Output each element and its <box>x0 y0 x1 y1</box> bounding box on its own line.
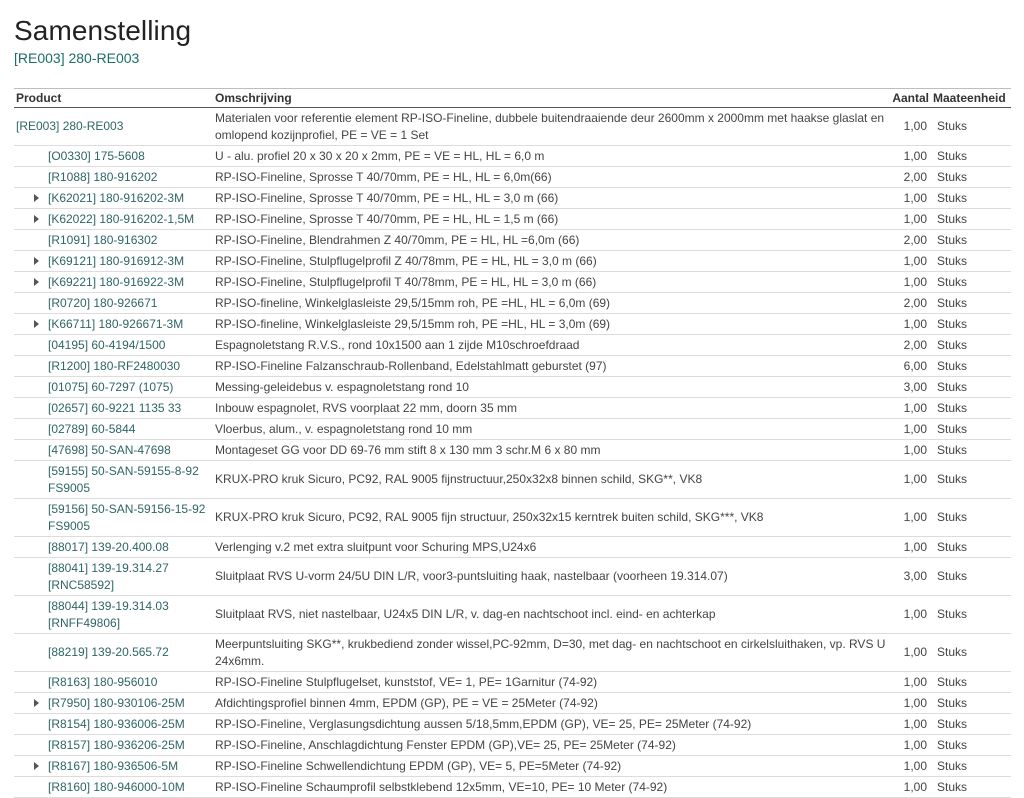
cell-product <box>14 735 213 756</box>
product-cell-content <box>48 316 211 333</box>
table-row[interactable] <box>14 419 1011 440</box>
table-row[interactable] <box>14 714 1011 735</box>
cell-product <box>14 293 213 314</box>
cell-maateenheid: Stuks <box>931 272 1011 293</box>
table-body <box>14 108 1011 798</box>
product-code: [R8160] 180-946000-10M <box>48 779 185 794</box>
cell-maateenheid: Stuks <box>931 146 1011 167</box>
cell-aantal: 1,00 <box>889 672 931 693</box>
table-row[interactable] <box>14 756 1011 777</box>
table-row[interactable] <box>14 693 1011 714</box>
cell-maateenheid: Stuks <box>931 596 1011 634</box>
product-code: [04195] 60-4194/1500 <box>48 337 166 352</box>
cell-product <box>14 167 213 188</box>
product-cell-content <box>48 190 211 207</box>
product-code: [R8154] 180-936006-25M <box>48 716 185 731</box>
table-row[interactable] <box>14 634 1011 672</box>
cell-aantal: 1,00 <box>889 272 931 293</box>
cell-product <box>14 714 213 735</box>
cell-maateenheid: Stuks <box>931 108 1011 146</box>
product-cell-content <box>48 358 211 375</box>
cell-product <box>14 558 213 596</box>
cell-omschrijving: Afdichtingsprofiel binnen 4mm, EPDM (GP), PE = VE = 25Meter (74-92) <box>213 693 889 714</box>
product-code: [02789] 60-5844 <box>48 421 136 436</box>
cell-aantal: 2,00 <box>889 335 931 356</box>
product-code: [01075] 60-7297 (1075) <box>48 379 174 394</box>
cell-omschrijving: Meerpuntsluiting SKG**, krukbediend zonder wissel,PC-92mm, D=30, met dag- en nachtschoot en cirkelsluithaken, vp. RVS U 24x6mm. <box>213 634 889 672</box>
product-code: [59156] 50-SAN-59156-15-92 FS9005 <box>48 501 206 533</box>
cell-product <box>14 461 213 499</box>
table-row[interactable] <box>14 735 1011 756</box>
page-subtitle: [RE003] 280-RE003 <box>14 50 140 66</box>
expand-caret-icon[interactable] <box>34 257 39 265</box>
cell-product <box>14 251 213 272</box>
product-code: [47698] 50-SAN-47698 <box>48 442 171 457</box>
cell-omschrijving: KRUX-PRO kruk Sicuro, PC92, RAL 9005 fijn structuur, 250x32x15 kerntrek buiten schild, SKG***, VK8 <box>213 499 889 537</box>
table-row[interactable] <box>14 230 1011 251</box>
product-cell-content <box>48 539 211 556</box>
expand-caret-icon[interactable] <box>34 278 39 286</box>
table-row[interactable] <box>14 398 1011 419</box>
product-code: [R8157] 180-936206-25M <box>48 737 185 752</box>
product-code: [K69221] 180-916922-3M <box>48 274 185 289</box>
expand-caret-icon[interactable] <box>34 699 39 707</box>
expand-caret-icon[interactable] <box>34 215 39 223</box>
cell-omschrijving: RP-ISO-Fineline Schaumprofil selbstklebend 12x5mm, VE=10, PE= 10 Meter (74-92) <box>213 777 889 798</box>
cell-product <box>14 209 213 230</box>
expand-caret-icon[interactable] <box>34 194 39 202</box>
cell-omschrijving: RP-ISO-Fineline, Stulpflugelprofil T 40/78mm, PE = HL, HL = 3,0 m (66) <box>213 272 889 293</box>
product-cell-content <box>48 758 211 775</box>
product-cell-content <box>48 644 211 661</box>
cell-maateenheid: Stuks <box>931 398 1011 419</box>
cell-maateenheid: Stuks <box>931 230 1011 251</box>
cell-aantal: 2,00 <box>889 167 931 188</box>
product-cell-content <box>48 253 211 270</box>
cell-product <box>14 596 213 634</box>
cell-product <box>14 314 213 335</box>
cell-maateenheid: Stuks <box>931 188 1011 209</box>
cell-maateenheid: Stuks <box>931 167 1011 188</box>
cell-aantal: 1,00 <box>889 499 931 537</box>
product-cell-content <box>48 274 211 291</box>
table-row[interactable] <box>14 314 1011 335</box>
product-code: [R1088] 180-916202 <box>48 169 158 184</box>
table-row[interactable] <box>14 251 1011 272</box>
cell-omschrijving: Montageset GG voor DD 69-76 mm stift 8 x 130 mm 3 schr.M 6 x 80 mm <box>213 440 889 461</box>
product-cell-content <box>48 442 211 459</box>
cell-aantal: 1,00 <box>889 537 931 558</box>
product-cell-content <box>48 295 211 312</box>
cell-maateenheid: Stuks <box>931 634 1011 672</box>
cell-aantal: 6,00 <box>889 356 931 377</box>
cell-product <box>14 777 213 798</box>
cell-aantal: 1,00 <box>889 251 931 272</box>
product-code: [88017] 139-20.400.08 <box>48 539 169 554</box>
cell-aantal: 1,00 <box>889 146 931 167</box>
cell-product <box>14 230 213 251</box>
cell-aantal: 1,00 <box>889 440 931 461</box>
product-code: [RE003] 280-RE003 <box>16 119 124 133</box>
cell-omschrijving: Messing-geleidebus v. espagnoletstang rond 10 <box>213 377 889 398</box>
product-cell-content <box>48 560 211 594</box>
product-code: [K62022] 180-916202-1,5M <box>48 211 195 226</box>
cell-omschrijving: Inbouw espagnolet, RVS voorplaat 22 mm, doorn 35 mm <box>213 398 889 419</box>
product-cell-content <box>48 716 211 733</box>
cell-maateenheid: Stuks <box>931 419 1011 440</box>
product-cell-content <box>16 118 211 135</box>
cell-maateenheid: Stuks <box>931 356 1011 377</box>
cell-maateenheid: Stuks <box>931 693 1011 714</box>
table-row[interactable] <box>14 272 1011 293</box>
cell-omschrijving: RP-ISO-Fineline, Sprosse T 40/70mm, PE = HL, HL = 1,5 m (66) <box>213 209 889 230</box>
cell-maateenheid: Stuks <box>931 293 1011 314</box>
cell-maateenheid: Stuks <box>931 672 1011 693</box>
cell-product <box>14 499 213 537</box>
table-row[interactable] <box>14 356 1011 377</box>
product-cell-content <box>48 337 211 354</box>
cell-maateenheid: Stuks <box>931 537 1011 558</box>
cell-maateenheid: Stuks <box>931 714 1011 735</box>
product-cell-content <box>48 695 211 712</box>
cell-product <box>14 377 213 398</box>
cell-aantal: 2,00 <box>889 230 931 251</box>
product-code: [88044] 139-19.314.03 [RNFF49806] <box>48 598 169 630</box>
table-row[interactable] <box>14 537 1011 558</box>
cell-omschrijving: Sluitplaat RVS, niet nastelbaar, U24x5 DIN L/R, v. dag-en nachtschoot incl. eind- en achterkap <box>213 596 889 634</box>
product-code: [K66711] 180-926671-3M <box>48 316 184 331</box>
cell-aantal: 1,00 <box>889 596 931 634</box>
product-code: [02657] 60-9221 1135 33 <box>48 400 182 415</box>
cell-aantal: 3,00 <box>889 558 931 596</box>
cell-omschrijving: RP-ISO-Fineline, Sprosse T 40/70mm, PE = HL, HL = 6,0m(66) <box>213 167 889 188</box>
cell-omschrijving: RP-ISO-Fineline Schwellendichtung EPDM (GP), VE= 5, PE=5Meter (74-92) <box>213 756 889 777</box>
cell-product <box>14 398 213 419</box>
cell-aantal: 1,00 <box>889 461 931 499</box>
product-code: [R1200] 180-RF2480030 <box>48 358 181 373</box>
cell-product <box>14 440 213 461</box>
product-cell-content <box>48 737 211 754</box>
table-row[interactable] <box>14 596 1011 634</box>
cell-aantal: 1,00 <box>889 398 931 419</box>
table-row[interactable] <box>14 293 1011 314</box>
cell-product <box>14 693 213 714</box>
product-code: [88219] 139-20.565.72 <box>48 645 169 659</box>
table-row[interactable] <box>14 335 1011 356</box>
cell-product <box>14 272 213 293</box>
cell-maateenheid: Stuks <box>931 440 1011 461</box>
cell-product <box>14 108 213 146</box>
components-table <box>14 88 1011 798</box>
product-cell-content <box>48 400 211 417</box>
product-cell-content <box>48 779 211 796</box>
cell-maateenheid: Stuks <box>931 461 1011 499</box>
cell-omschrijving: RP-ISO-Fineline, Anschlagdichtung Fenster EPDM (GP),VE= 25, PE= 25Meter (74-92) <box>213 735 889 756</box>
table-row[interactable] <box>14 377 1011 398</box>
cell-aantal: 1,00 <box>889 735 931 756</box>
product-code: [88041] 139-19.314.27 [RNC58592] <box>48 560 169 592</box>
product-code: [R7950] 180-930106-25M <box>48 695 185 710</box>
cell-product <box>14 335 213 356</box>
product-code: [K69121] 180-916912-3M <box>48 253 185 268</box>
product-cell-content <box>48 421 211 438</box>
product-cell-content <box>48 232 211 249</box>
product-cell-content <box>48 598 211 632</box>
cell-aantal: 1,00 <box>889 693 931 714</box>
cell-aantal: 1,00 <box>889 777 931 798</box>
table-row[interactable] <box>14 558 1011 596</box>
cell-omschrijving: KRUX-PRO kruk Sicuro, PC92, RAL 9005 fijnstructuur,250x32x8 binnen schild, SKG**, VK8 <box>213 461 889 499</box>
table-header-row <box>14 89 1011 108</box>
expand-caret-icon[interactable] <box>34 320 39 328</box>
product-cell-content <box>48 501 211 535</box>
page-title: Samenstelling <box>14 15 192 46</box>
product-code: [R8163] 180-956010 <box>48 674 158 689</box>
table-row[interactable] <box>14 461 1011 499</box>
column-header-product[interactable]: Product <box>14 89 213 108</box>
cell-product <box>14 756 213 777</box>
cell-aantal: 1,00 <box>889 314 931 335</box>
cell-aantal: 1,00 <box>889 756 931 777</box>
cell-aantal: 1,00 <box>889 108 931 146</box>
cell-maateenheid: Stuks <box>931 499 1011 537</box>
product-code: [R0720] 180-926671 <box>48 295 158 310</box>
cell-product <box>14 356 213 377</box>
cell-omschrijving: Verlenging v.2 met extra sluitpunt voor Schuring MPS,U24x6 <box>213 537 889 558</box>
cell-aantal: 1,00 <box>889 634 931 672</box>
cell-aantal: 1,00 <box>889 419 931 440</box>
cell-aantal: 2,00 <box>889 293 931 314</box>
column-header-omschrijving[interactable]: Omschrijving <box>213 89 889 108</box>
cell-maateenheid: Stuks <box>931 777 1011 798</box>
product-cell-content <box>48 169 211 186</box>
cell-maateenheid: Stuks <box>931 335 1011 356</box>
product-code: [K62021] 180-916202-3M <box>48 190 185 205</box>
table-row[interactable] <box>14 777 1011 798</box>
expand-caret-icon[interactable] <box>34 762 39 770</box>
column-header-maateenheid[interactable]: Maateenheid <box>931 89 1011 108</box>
cell-maateenheid: Stuks <box>931 209 1011 230</box>
product-cell-content <box>48 211 211 228</box>
cell-omschrijving: RP-ISO-Fineline, Sprosse T 40/70mm, PE = HL, HL = 3,0 m (66) <box>213 188 889 209</box>
cell-omschrijving: RP-ISO-fineline, Winkelglasleiste 29,5/15mm roh, PE =HL, HL = 6,0m (69) <box>213 293 889 314</box>
product-cell-content <box>48 463 211 497</box>
cell-omschrijving: Sluitplaat RVS U-vorm 24/5U DIN L/R, voor3-puntsluiting haak, nastelbaar (voorheen 19.314.07) <box>213 558 889 596</box>
cell-maateenheid: Stuks <box>931 314 1011 335</box>
cell-aantal: 3,00 <box>889 377 931 398</box>
table-row[interactable] <box>14 167 1011 188</box>
cell-product <box>14 672 213 693</box>
cell-maateenheid: Stuks <box>931 377 1011 398</box>
table-row[interactable] <box>14 209 1011 230</box>
cell-product <box>14 146 213 167</box>
cell-omschrijving: RP-ISO-Fineline Falzanschraub-Rollenband, Edelstahlmatt geburstet (97) <box>213 356 889 377</box>
cell-aantal: 1,00 <box>889 714 931 735</box>
cell-product <box>14 419 213 440</box>
cell-omschrijving: Materialen voor referentie element RP-ISO-Fineline, dubbele buitendraaiende deur 2600mm x 2000mm met haakse glaslat en omlopend kozijnprofiel, PE = VE = 1 Set <box>213 108 889 146</box>
cell-omschrijving: RP-ISO-fineline, Winkelglasleiste 29,5/15mm roh, PE =HL, HL = 3,0m (69) <box>213 314 889 335</box>
cell-omschrijving: U - alu. profiel 20 x 30 x 20 x 2mm, PE = VE = HL, HL = 6,0 m <box>213 146 889 167</box>
product-cell-content <box>48 148 211 165</box>
cell-omschrijving: Vloerbus, alum., v. espagnoletstang rond 10 mm <box>213 419 889 440</box>
cell-omschrijving: RP-ISO-Fineline, Stulpflugelprofil Z 40/78mm, PE = HL, HL = 3,0 m (66) <box>213 251 889 272</box>
product-code: [O0330] 175-5608 <box>48 148 145 163</box>
cell-product <box>14 188 213 209</box>
cell-omschrijving: Espagnoletstang R.V.S., rond 10x1500 aan 1 zijde M10schroefdraad <box>213 335 889 356</box>
cell-maateenheid: Stuks <box>931 735 1011 756</box>
product-code: [R1091] 180-916302 <box>48 232 158 247</box>
product-code: [59155] 50-SAN-59155-8-92 FS9005 <box>48 463 199 495</box>
table-row[interactable] <box>14 672 1011 693</box>
cell-maateenheid: Stuks <box>931 558 1011 596</box>
cell-maateenheid: Stuks <box>931 756 1011 777</box>
cell-omschrijving: RP-ISO-Fineline, Blendrahmen Z 40/70mm, PE = HL, HL =6,0m (66) <box>213 230 889 251</box>
column-header-aantal[interactable]: Aantal <box>889 89 931 108</box>
product-code: [R8167] 180-936506-5M <box>48 758 179 773</box>
cell-product <box>14 537 213 558</box>
cell-omschrijving: RP-ISO-Fineline Stulpflugelset, kunststof, VE= 1, PE= 1Garnitur (74-92) <box>213 672 889 693</box>
table-row[interactable] <box>14 440 1011 461</box>
product-cell-content <box>48 674 211 691</box>
cell-aantal: 1,00 <box>889 188 931 209</box>
product-cell-content <box>48 379 211 396</box>
table-row[interactable] <box>14 108 1011 146</box>
table-row[interactable] <box>14 499 1011 537</box>
cell-omschrijving: RP-ISO-Fineline, Verglasungsdichtung aussen 5/18,5mm,EPDM (GP), VE= 25, PE= 25Meter (74-92) <box>213 714 889 735</box>
table-row[interactable] <box>14 146 1011 167</box>
cell-aantal: 1,00 <box>889 209 931 230</box>
cell-product <box>14 634 213 672</box>
table-row[interactable] <box>14 188 1011 209</box>
cell-maateenheid: Stuks <box>931 251 1011 272</box>
